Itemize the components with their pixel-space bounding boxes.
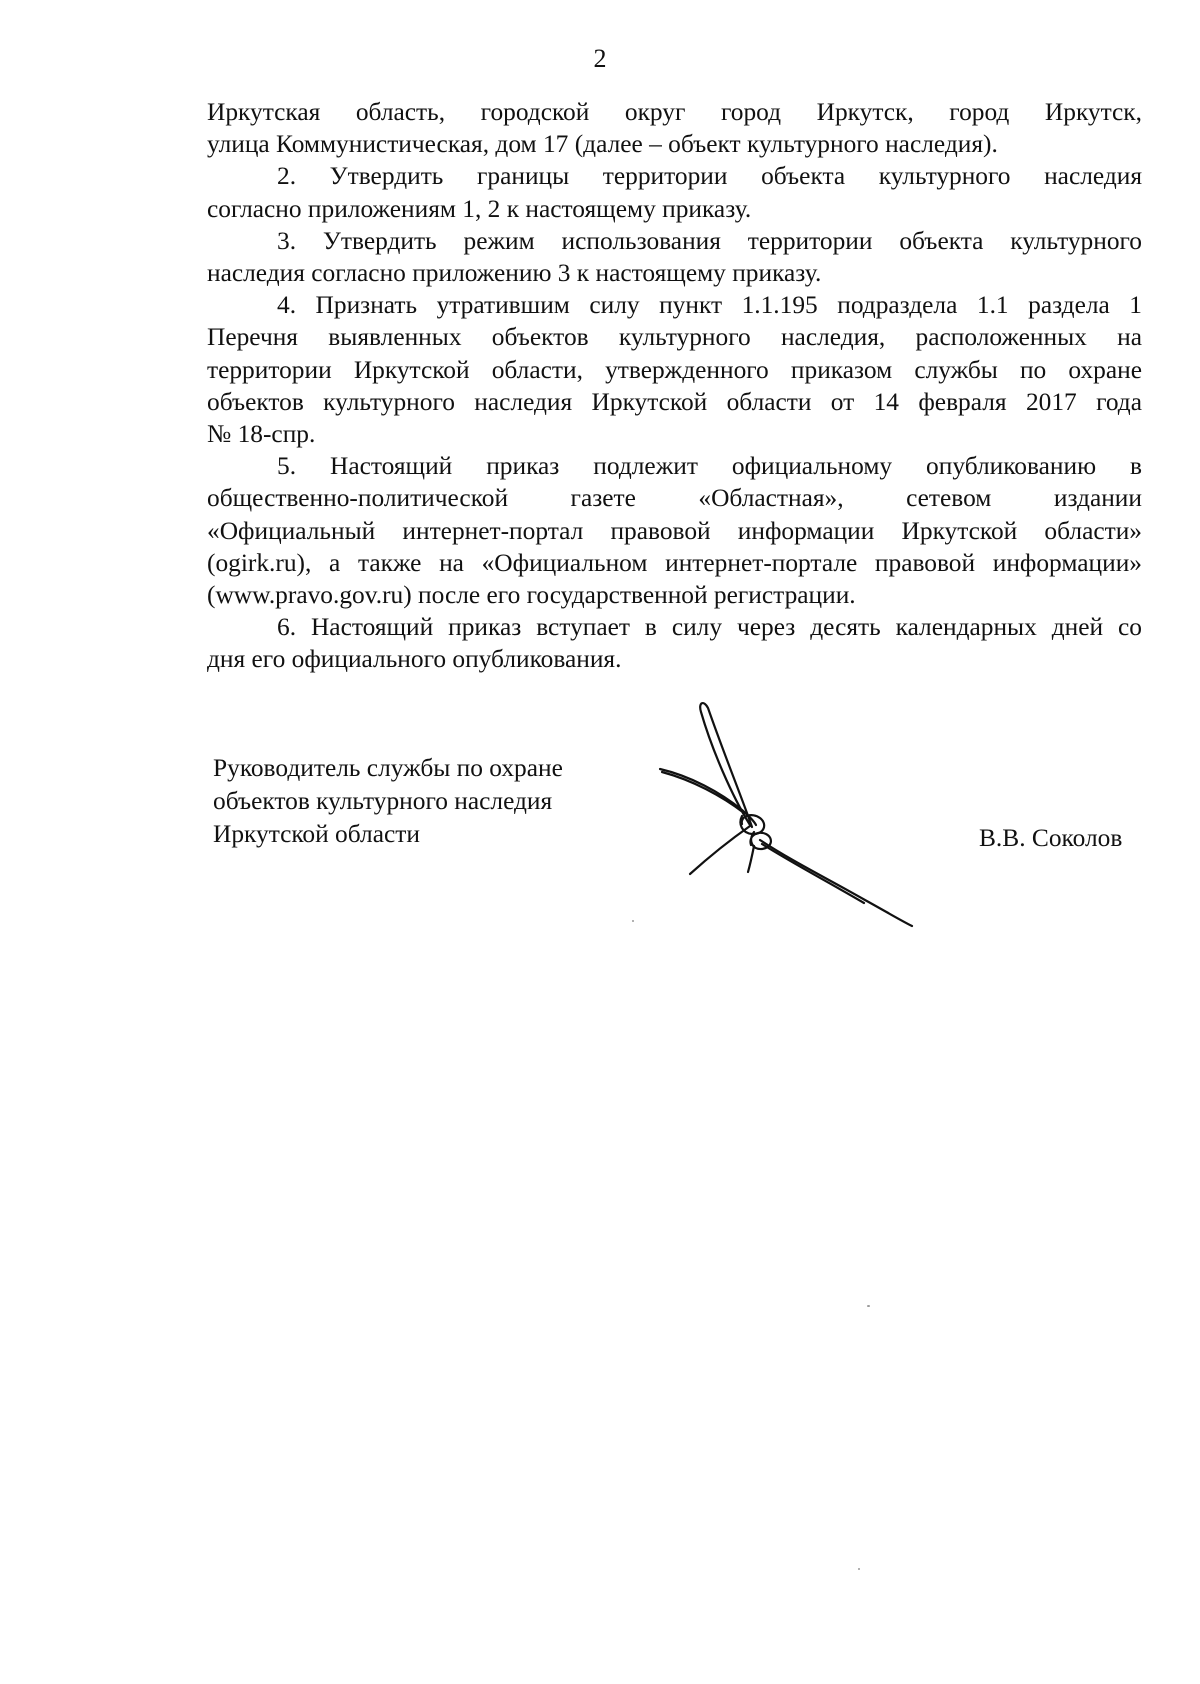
text-line: 4. Признать утратившим силу пункт 1.1.195 подраздела 1.1 раздела 1 (277, 291, 1142, 320)
position-line: Иркутской области (213, 820, 420, 848)
paragraph-item-6 (207, 611, 1142, 675)
paragraph-item-4 (207, 289, 1142, 450)
text-line: 3. Утвердить режим использования территории объекта культурного (277, 226, 1142, 255)
scan-artifact (858, 1568, 860, 1570)
page-number: 2 (593, 44, 607, 73)
text-line: общественно-политической газете «Областная», сетевом издании (207, 484, 1142, 513)
text-line: 6. Настоящий приказ вступает в силу через десять календарных дней со (277, 613, 1142, 642)
scan-artifact (867, 1305, 870, 1307)
text-line: наследия согласно приложению 3 к настоящему приказу. (207, 259, 822, 288)
text-line: (ogirk.ru), а также на «Официальном интернет-портале правовой информации» (207, 548, 1142, 577)
paragraph-item-2 (207, 160, 1142, 224)
document-body (207, 96, 1142, 676)
text-line: 2. Утвердить границы территории объекта культурного наследия (277, 162, 1142, 191)
text-line: Перечня выявленных объектов культурного наследия, расположенных на (207, 323, 1142, 352)
text-line: дня его официального опубликования. (207, 645, 622, 674)
paragraph-address (207, 96, 1142, 160)
signatory-position (213, 752, 563, 851)
position-line: Руководитель службы по охране (213, 754, 563, 782)
text-line: (www.pravo.gov.ru) после его государственной регистрации. (207, 581, 856, 610)
signer-name: В.В. Соколов (979, 824, 1123, 852)
scan-artifact (632, 920, 634, 922)
text-line: согласно приложениям 1, 2 к настоящему приказу. (207, 194, 752, 223)
text-line: № 18-спр. (207, 420, 316, 449)
text-line: Иркутская область, городской округ город Иркутск, город Иркутск, (207, 98, 1142, 126)
text-line: «Официальный интернет-портал правовой информации Иркутской области» (207, 516, 1142, 545)
signature-icon (650, 700, 950, 930)
text-line: территории Иркутской области, утвержденного приказом службы по охране (207, 355, 1142, 384)
paragraph-item-3 (207, 225, 1142, 289)
text-line: объектов культурного наследия Иркутской области от 14 февраля 2017 года (207, 387, 1142, 416)
paragraph-item-5 (207, 450, 1142, 611)
text-line: 5. Настоящий приказ подлежит официальному опубликованию в (277, 452, 1142, 481)
position-line: объектов культурного наследия (213, 787, 553, 815)
text-line: улица Коммунистическая, дом 17 (далее – объект культурного наследия). (207, 130, 998, 159)
